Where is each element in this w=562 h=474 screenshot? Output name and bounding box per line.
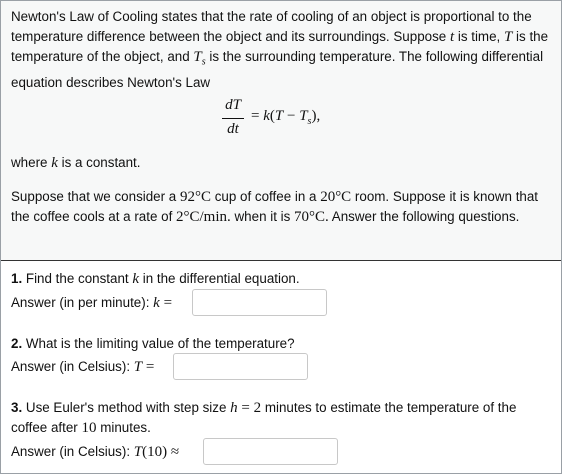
scenario-paragraph: Suppose that we consider a 92°C cup of coffee in a 20°C room. Suppose it is known that the coffee cools at a rate of 2°C/min. when it is 70°C. Answer the following questions.	[11, 189, 539, 225]
section-divider	[1, 260, 561, 261]
question-3: 3. Use Euler's method with step size h = 2 minutes to estimate the temperature of the coffee after 10 minutes.	[11, 400, 517, 436]
answer-1-input[interactable]	[192, 289, 327, 316]
answer-3-input[interactable]	[203, 438, 338, 465]
question-2: 2. What is the limiting value of the temperature?	[11, 336, 295, 351]
answer-1-label: Answer (in per minute): k =	[11, 295, 173, 311]
answer-2-label: Answer (in Celsius): T =	[11, 359, 155, 375]
answer-2-input[interactable]	[173, 353, 308, 380]
answer-3-label: Answer (in Celsius): T(10) ≈	[11, 444, 180, 460]
intro-paragraph: Newton's Law of Cooling states that the rate of cooling of an object is proportional to the temperature difference between the object and its surroundings. Suppose t is time, T is the temperature of the object, and $T_s$ is the surrounding temperature. The following differential equation describes Newton's Law	[11, 9, 549, 90]
equation-rhs: = $k(T - T_s)$,	[251, 108, 321, 127]
question-1: 1. Find the constant k in the differential equation.	[11, 271, 300, 287]
fraction-bar	[222, 118, 244, 119]
constant-note: where k is a constant.	[11, 155, 141, 171]
problem-statement: Newton's Law of Cooling states that the rate of cooling of an object is proportional to the temperature difference between the object and its surroundings. Suppose t is time, T is the temperature of the object, and $T_s$ is the surrounding temperature. The following differential equation describes Newton's Law dT dt = $k(T - T_s)$, where k is a constant. Suppose that we consider a 92°C cup of coffee in a 20°C room. Suppose it is known that the coffee cools at a rate of 2°C/min. when it is 70°C. Answer the following questions.	[1, 1, 561, 260]
